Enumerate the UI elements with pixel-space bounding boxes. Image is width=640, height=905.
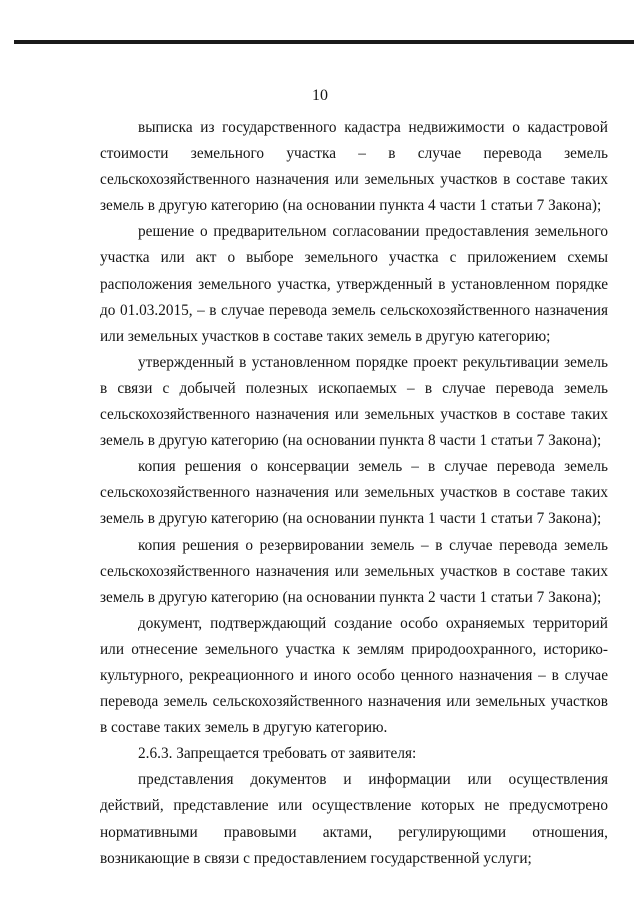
paragraph-protected-territories: документ, подтверждающий создание особо охраняемых территорий или отнесение земельного участка к землям природоохранного, историко-культурного, рекреационного и иного особо ценного назначения – в случае перевода земель сельскохозяйственного назначения или земельных участков в составе таких земель в другую категорию. <box>100 614 608 737</box>
paragraph-conservation-decision: копия решения о консервации земель – в случае перевода земель сельскохозяйственного назначения или земельных участков в составе таких земель в другую категорию (на основании пункта 1 части 1 статьи 7 Закона); <box>100 458 608 528</box>
section-heading-2-6-3: 2.6.3. Запрещается требовать от заявителя: <box>138 745 417 763</box>
scan-border-bar <box>14 40 634 44</box>
paragraph-preliminary-approval: решение о предварительном согласовании предоставления земельного участка или акт о выборе земельного участка с приложением схемы расположения земельного участка, утвержденный в установленном порядке до 01.03.2015, – в случае перевода земель сельскохозяйственного назначения или земельных участков в составе таких земель в другую категорию; <box>100 223 608 345</box>
paragraph-prohibited-requirements: представления документов и информации или осуществления действий, представление или осуществление которых не предусмотрено нормативными правовыми актами, регулирующими отношения, возникающие в связи с предоставлением государственной услуги; <box>100 771 608 867</box>
paragraph-cadastre-extract: выписка из государственного кадастра недвижимости о кадастровой стоимости земельного участка – в случае перевода земель сельскохозяйственного назначения или земельных участков в составе таких земель в другую категорию (на основании пункта 4 части 1 статьи 7 Закона); <box>100 119 608 215</box>
page-number: 10 <box>312 87 328 104</box>
document-body <box>100 115 608 872</box>
paragraph-reservation-decision: копия решения о резервировании земель – в случае перевода земель сельскохозяйственного назначения или земельных участков в составе таких земель в другую категорию (на основании пункта 2 части 1 статьи 7 Закона); <box>100 536 608 606</box>
paragraph-recultivation-project: утвержденный в установленном порядке проект рекультивации земель в связи с добычей полезных ископаемых – в случае перевода земель сельскохозяйственного назначения или земельных участков в составе таких земель в другую категорию (на основании пункта 8 части 1 статьи 7 Закона); <box>100 353 608 450</box>
